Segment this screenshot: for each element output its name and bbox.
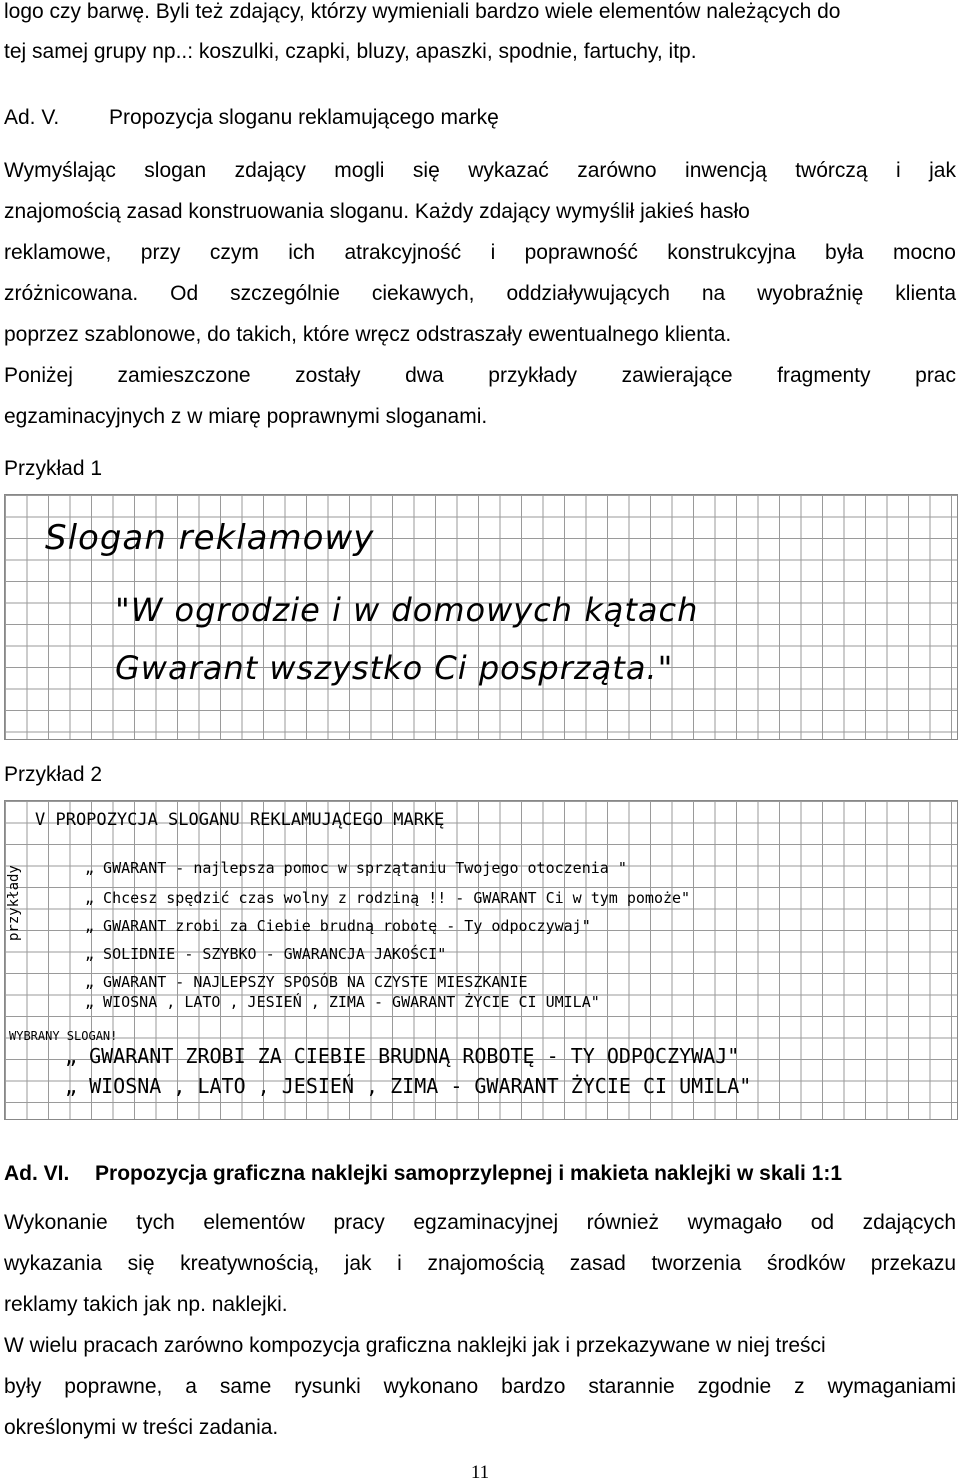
section-6-para2-line: W wielu pracach zarówno kompozycja graficzna naklejki jak i przekazywane w niej treści xyxy=(4,1334,826,1357)
example-2-heading: Przykład 2 xyxy=(4,763,103,786)
section-6-label: Ad. VI. xyxy=(4,1162,70,1185)
example-2-chosen-line: „ GWARANT ZROBI ZA CIEBIE BRUDNĄ ROBOTĘ - TY ODPOCZYWAJ" xyxy=(65,1044,740,1068)
section-6-para-line: reklamy takich jak np. naklejki. xyxy=(4,1293,288,1316)
section-6-para-line: Wykonanie tych elementów pracy egzaminacyjnej również wymagało od zdających xyxy=(4,1211,956,1234)
example-1-heading: Przykład 1 xyxy=(4,457,103,480)
example-2-hw-line: „ GWARANT - NAJLEPSZY SPOSÓB NA CZYSTE MIESZKANIE xyxy=(85,973,528,991)
example-2-hw-line: „ GWARANT - najlepsza pomoc w sprzątaniu Twojego otoczenia " xyxy=(85,859,627,877)
section-5-para-line: Wymyślając slogan zdający mogli się wykazać zarówno inwencją twórczą i jak xyxy=(4,159,956,182)
section-5-para2-line: egzaminacyjnych z w miarę poprawnymi sloganami. xyxy=(4,405,488,428)
example-2-hw-title: V PROPOZYCJA SLOGANU REKLAMUJĄCEGO MARKĘ xyxy=(35,810,445,830)
section-5-para-line: zróżnicowana. Od szczególnie ciekawych, oddziaływujących na wyobraźnię klienta xyxy=(4,282,956,305)
example-2-chosen-line: „ WIOSNA , LATO , JESIEŃ , ZIMA - GWARANT ŻYCIE CI UMILA" xyxy=(65,1074,752,1098)
section-5-para-line: reklamowe, przy czym ich atrakcyjność i poprawność konstrukcyjna była mocno xyxy=(4,241,956,264)
intro-line-2: tej samej grupy np..: koszulki, czapki, bluzy, apaszki, spodnie, fartuchy, itp. xyxy=(4,40,697,63)
section-5-para-line: znajomością zasad konstruowania sloganu. Każdy zdający wymyślił jakieś hasło xyxy=(4,200,750,223)
example-1-handwriting-sheet xyxy=(4,494,958,740)
example-2-handwriting-sheet xyxy=(4,800,958,1120)
section-5-label: Ad. V. xyxy=(4,106,60,129)
example-1-hw-title: Slogan reklamowy xyxy=(45,518,375,558)
example-2-hw-line: „ SOLIDNIE - SZYBKO - GWARANCJA JAKOŚCI" xyxy=(85,945,447,963)
section-6-title: Propozycja graficzna naklejki samoprzylepnej i makieta naklejki w skali 1:1 xyxy=(95,1162,843,1185)
example-2-hw-line: „ WIOSNA , LATO , JESIEŃ , ZIMA - GWARANT ŻYCIE CI UMILA" xyxy=(85,993,600,1011)
section-6-para-line: wykazania się kreatywnością, jak i znajomością zasad tworzenia środków przekazu xyxy=(4,1252,956,1275)
intro-line-1: logo czy barwę. Byli też zdający, którzy wymieniali bardzo wiele elementów należących do xyxy=(4,0,841,23)
section-5-heading xyxy=(4,106,956,130)
section-5-title: Propozycja sloganu reklamującego markę xyxy=(108,106,499,129)
section-6-para2-line: określonymi w treści zadania. xyxy=(4,1416,279,1439)
page-number: 11 xyxy=(470,1462,490,1483)
example-2-hw-line: „ GWARANT zrobi za Ciebie brudną robotę - Ty odpoczywaj" xyxy=(85,917,591,935)
section-5-para-line: poprzez szablonowe, do takich, które wręcz odstraszały ewentualnego klienta. xyxy=(4,323,732,346)
example-2-side-label: przykłady xyxy=(6,865,22,941)
section-6-heading xyxy=(4,1162,956,1186)
example-1-hw-line: Gwarant wszystko Ci posprząta." xyxy=(115,649,674,687)
example-2-chosen-label: WYBRANY SLOGAN! xyxy=(9,1029,118,1043)
section-6-para2-line: były poprawne, a same rysunki wykonano bardzo starannie zgodnie z wymaganiami xyxy=(4,1375,956,1398)
example-2-hw-line: „ Chcesz spędzić czas wolny z rodziną !! - GWARANT Ci w tym pomoże" xyxy=(85,889,691,907)
example-1-hw-line: "W ogrodzie i w domowych kątach xyxy=(115,591,699,629)
section-5-para2-line: Poniżej zamieszczone zostały dwa przykłady zawierające fragmenty prac xyxy=(4,364,956,387)
